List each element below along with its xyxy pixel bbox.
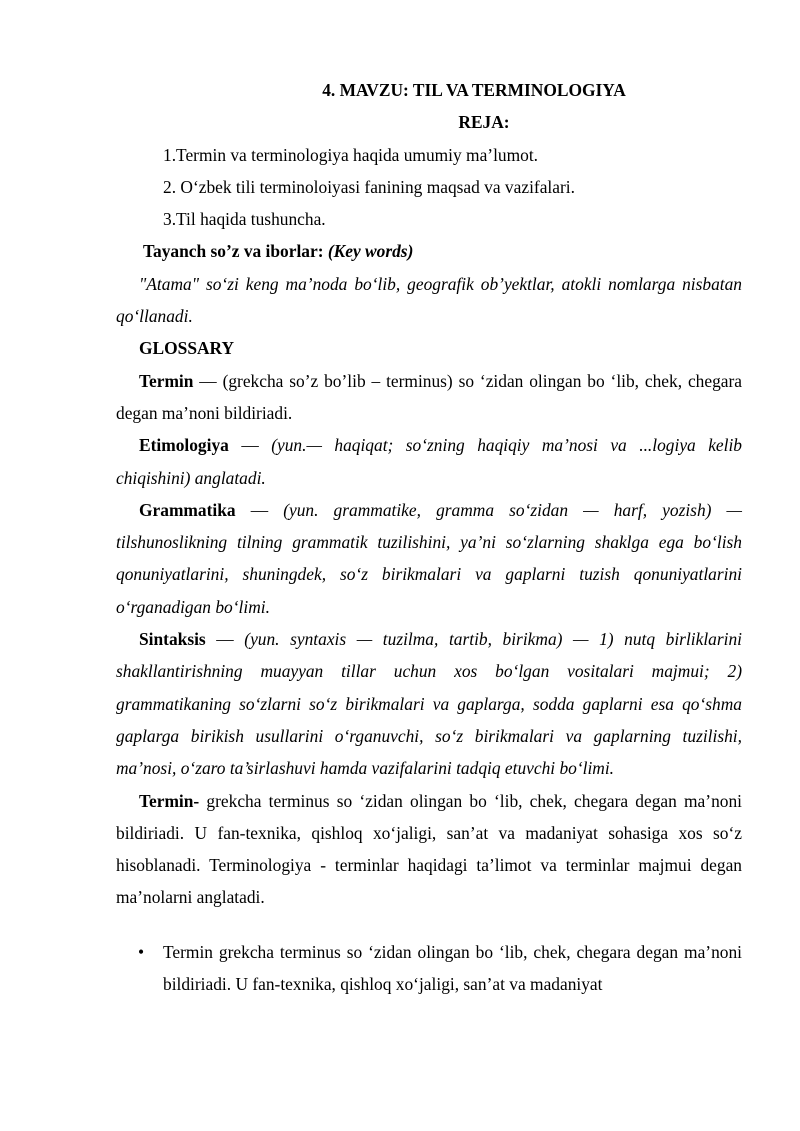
plan-item-2: 2. O‘zbek tili terminoloiyasi fanining maqsad va vazifalari.: [163, 176, 575, 197]
bullet-list: [116, 936, 742, 1001]
glossary-entry-sintaksis: [116, 623, 742, 784]
bullet-item: [116, 936, 742, 1001]
bullet-marker: •: [138, 941, 145, 962]
keywords-label-en: (Key words): [327, 241, 414, 262]
dash-grammatika: —: [235, 499, 284, 520]
term-grammatika: Grammatika: [139, 499, 236, 520]
glossary-entry-grammatika: [116, 494, 742, 623]
dash-sintaksis: —: [205, 629, 245, 650]
plan-item-3: 3.Til haqida tushuncha.: [163, 209, 326, 230]
intro-text: "Atama" so‘zi keng ma’noda bo‘lib, geografik ob’yektlar, atokli nomlarga nisbatan qo‘llanadi.: [116, 273, 742, 327]
bullet-text: Termin grekcha terminus so ‘zidan olingan bo ‘lib, chek, chegara degan ma’noni bildiriadi. U fan-texnika, qishloq xo‘jaligi, san’at va madaniyat: [163, 941, 742, 995]
glossary-heading: GLOSSARY: [139, 338, 235, 359]
term-termin-2: Termin-: [139, 790, 200, 811]
definition-grammatika: (yun. grammatike, gramma so‘zidan — harf, yozish) — tilshunoslikning tilning grammatik tuzilishini, ya’ni so‘zlarning shaklga ega bo‘lish qonuniyatlarini, shuningdek, so‘z birikmalari va gaplarni tuzish qonuniyatlarini o‘rganadigan bo‘limi.: [116, 499, 742, 617]
definition-termin: — (grekcha so’z bo’lib – terminus) so ‘zidan olingan bo ‘lib, chek, chegara degan ma’noni bildiriadi.: [116, 370, 742, 423]
glossary-entry-termin: [116, 365, 742, 430]
plan-item-1: 1.Termin va terminologiya haqida umumiy ma’lumot.: [163, 144, 539, 165]
definition-sintaksis: (yun. syntaxis — tuzilma, tartib, birikma) — 1) nutq birliklarini shakllantirishning muayyan tillar uchun xos bo‘lgan vositalari majmui; 2) grammatikaning so‘zlarni so‘z birikmalari va gaplarga, sodda gaplarni esa qo‘shma gaplarga birikish usullarini o‘rganuvchi, so‘z birikmalari va gaplarning tuzilishi, ma’nosi, o‘zaro ta’sirlashuvi hamda vazifalarini tadqiq etuvchi bo‘limi.: [116, 629, 742, 779]
page-title: 4. MAVZU: TIL VA TERMINOLOGIYA: [322, 80, 626, 100]
plan-heading: REJA:: [458, 112, 510, 133]
term-etimologiya: Etimologiya: [139, 435, 229, 456]
definition-etimologiya: (yun.— haqiqat; so‘zning haqiqiy ma’nosi va ...logiya kelib chiqishini) anglatadi.: [116, 435, 743, 488]
intro-paragraph: [116, 268, 742, 333]
term-termin: Termin: [139, 370, 194, 391]
keywords-line: [116, 235, 742, 267]
definition-termin-2: grekcha terminus so ‘zidan olingan bo ‘lib, chek, chegara degan ma’noni bildiriadi. U fan-texnika, qishloq xo‘jaligi, san’at va madaniyat sohasiga xos so‘z hisoblanadi. Terminologiya - terminlar haqidagi ta’limot va terminlar majmui degan ma’nolarni anglatadi.: [116, 790, 742, 908]
dash-etimologiya: —: [228, 435, 272, 456]
keywords-label: Tayanch so’z va iborlar:: [143, 241, 324, 262]
glossary-entry-etimologiya: [116, 429, 742, 494]
glossary-entry-termin-2: [116, 785, 742, 914]
term-sintaksis: Sintaksis: [139, 629, 206, 650]
